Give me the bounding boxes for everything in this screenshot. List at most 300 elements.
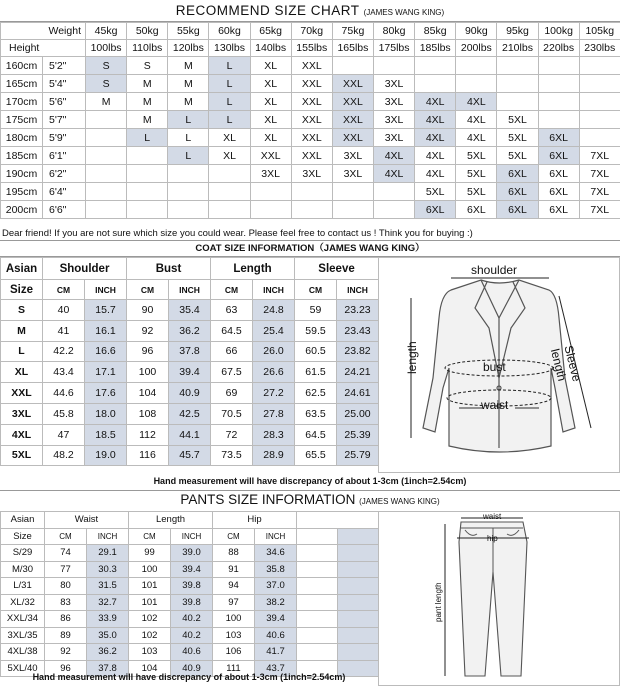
measure-cell: 16.1 [85, 320, 127, 341]
inch-header: INCH [171, 528, 213, 545]
measure-cell: 108 [127, 403, 169, 424]
measure-cell: 26.6 [253, 362, 295, 383]
size-cell: L [209, 75, 250, 93]
height-cm-cell: 165cm [1, 75, 43, 93]
size-cell [209, 201, 250, 219]
size-cell: L [168, 129, 209, 147]
pants-size-table [0, 511, 379, 677]
size-cell [86, 129, 127, 147]
size-cell [86, 111, 127, 129]
measure-cell: 83 [45, 594, 87, 611]
measure-cell: 29.1 [87, 545, 129, 562]
inch-header: INCH [255, 528, 297, 545]
size-cell: L [209, 57, 250, 75]
weight-lbs-cell: 210lbs [497, 40, 538, 57]
measure-cell: 34.6 [255, 545, 297, 562]
measure-cell: 96 [45, 660, 87, 677]
inch-header: INCH [253, 280, 295, 300]
measure-cell: 23.43 [337, 320, 379, 341]
size-cell [579, 75, 620, 93]
coat-size-row [1, 403, 379, 424]
measure-cell: 36.2 [169, 320, 211, 341]
size-label-cell: S/29 [1, 545, 45, 562]
height-row [1, 111, 620, 129]
size-cell: 6XL [538, 165, 579, 183]
measure-cell: 90 [127, 300, 169, 321]
weight-lbs-row [1, 40, 620, 57]
recommend-size-table [0, 22, 620, 219]
measure-cell: 39.4 [169, 362, 211, 383]
measure-cell: 37.8 [169, 341, 211, 362]
size-cell: 6XL [415, 201, 456, 219]
size-label-cell: L [1, 341, 43, 362]
height-row [1, 147, 620, 165]
size-cell: L [209, 93, 250, 111]
weight-header: Weight [1, 23, 86, 40]
measure-cell: 40.6 [171, 644, 213, 661]
size-cell [538, 57, 579, 75]
measure-cell: 91 [213, 561, 255, 578]
size-header: Size [1, 280, 43, 300]
measure-cell: 43.4 [43, 362, 85, 383]
empty-cell [338, 611, 379, 628]
size-cell: 4XL [415, 111, 456, 129]
size-cell [373, 183, 414, 201]
size-cell: M [168, 93, 209, 111]
measure-cell: 40.2 [171, 611, 213, 628]
size-cell [86, 147, 127, 165]
size-cell: 3XL [291, 165, 332, 183]
measure-cell: 23.82 [337, 341, 379, 362]
size-cell: 5XL [497, 147, 538, 165]
cm-header: CM [45, 528, 87, 545]
size-cell [250, 183, 291, 201]
weight-kg-cell: 80kg [373, 23, 414, 40]
measure-cell: 17.1 [85, 362, 127, 383]
size-label-cell: XXL [1, 383, 43, 404]
size-cell [86, 201, 127, 219]
height-ft-cell: 5'6" [43, 93, 86, 111]
size-cell [579, 93, 620, 111]
size-cell [579, 57, 620, 75]
height-ft-cell: 6'1" [43, 147, 86, 165]
empty-cell [297, 611, 338, 628]
size-cell: XL [250, 111, 291, 129]
size-cell: 6XL [497, 183, 538, 201]
size-cell: 4XL [415, 147, 456, 165]
measure-cell: 63 [211, 300, 253, 321]
size-cell: S [86, 57, 127, 75]
pants-size-row [1, 627, 379, 644]
coat-waist-label: waist [481, 398, 508, 412]
measure-cell: 69 [211, 383, 253, 404]
measure-cell: 67.5 [211, 362, 253, 383]
empty-cell [338, 578, 379, 595]
contact-note: Dear friend! If you are not sure which size you could wear. Please feel free to contact us ! Think you for buying :) [2, 227, 618, 240]
measure-cell: 39.8 [171, 578, 213, 595]
coat-size-row [1, 424, 379, 445]
size-cell [415, 75, 456, 93]
weight-lbs-cell: 200lbs [456, 40, 497, 57]
height-ft-cell: 6'6" [43, 201, 86, 219]
size-cell: L [209, 111, 250, 129]
weight-kg-cell: 55kg [168, 23, 209, 40]
coat-measurement-note: Hand measurement will have discrepancy of about 1-3cm (1inch=2.54cm) [0, 474, 620, 488]
measure-cell: 27.2 [253, 383, 295, 404]
measure-cell: 59.5 [295, 320, 337, 341]
size-cell: M [168, 57, 209, 75]
empty-cell [297, 545, 338, 562]
measure-cell: 16.6 [85, 341, 127, 362]
coat-size-row [1, 341, 379, 362]
coat-size-row [1, 320, 379, 341]
size-cell: 3XL [332, 147, 373, 165]
measure-cell: 31.5 [87, 578, 129, 595]
coat-shoulder-label: shoulder [471, 263, 517, 277]
measure-cell: 45.7 [169, 445, 211, 466]
measure-header: Waist [45, 512, 129, 529]
measure-cell: 18.0 [85, 403, 127, 424]
asian-header: Asian [1, 512, 45, 529]
recommend-title: RECOMMEND SIZE CHART (JAMES WANG KING) [0, 0, 620, 22]
empty-cell [297, 512, 379, 529]
size-cell: 6XL [497, 165, 538, 183]
size-cell [127, 165, 168, 183]
measure-cell: 15.7 [85, 300, 127, 321]
size-cell: L [127, 129, 168, 147]
pants-size-row [1, 561, 379, 578]
size-cell: L [168, 111, 209, 129]
measure-cell: 62.5 [295, 383, 337, 404]
measure-cell: 35.8 [255, 561, 297, 578]
measure-cell: 40.2 [171, 627, 213, 644]
measure-cell: 28.9 [253, 445, 295, 466]
size-cell [579, 111, 620, 129]
empty-cell [297, 644, 338, 661]
coat-bust-label: bust [483, 360, 506, 374]
empty-cell [297, 528, 338, 545]
height-ft-cell: 5'4" [43, 75, 86, 93]
weight-lbs-cell: 220lbs [538, 40, 579, 57]
size-label-cell: L/31 [1, 578, 45, 595]
size-cell [332, 183, 373, 201]
size-cell: 5XL [497, 129, 538, 147]
measure-cell: 48.2 [43, 445, 85, 466]
measure-cell: 111 [213, 660, 255, 677]
inch-header: INCH [337, 280, 379, 300]
measure-cell: 43.7 [255, 660, 297, 677]
size-label-cell: XL [1, 362, 43, 383]
size-cell: 5XL [456, 183, 497, 201]
pants-waist-label: waist [483, 512, 501, 521]
measure-cell: 100 [127, 362, 169, 383]
size-header: Size [1, 528, 45, 545]
empty-cell [338, 561, 379, 578]
measure-cell: 116 [127, 445, 169, 466]
height-row [1, 201, 620, 219]
measure-cell: 94 [213, 578, 255, 595]
weight-kg-cell: 95kg [497, 23, 538, 40]
size-cell [209, 183, 250, 201]
size-cell [291, 201, 332, 219]
asian-header: Asian [1, 258, 43, 280]
size-label-cell: S [1, 300, 43, 321]
size-cell: M [127, 111, 168, 129]
pants-size-row [1, 644, 379, 661]
measure-cell: 74 [45, 545, 87, 562]
measure-cell: 60.5 [295, 341, 337, 362]
size-label-cell: 4XL [1, 424, 43, 445]
measure-cell: 25.79 [337, 445, 379, 466]
size-cell [538, 111, 579, 129]
measure-cell: 101 [129, 594, 171, 611]
coat-size-row [1, 300, 379, 321]
size-cell [127, 183, 168, 201]
measure-cell: 36.2 [87, 644, 129, 661]
coat-sleeve-label: Sleeve length [548, 344, 586, 393]
size-cell: 3XL [373, 75, 414, 93]
height-cm-cell: 200cm [1, 201, 43, 219]
coat-length-label: length [405, 341, 419, 374]
height-row [1, 93, 620, 111]
height-cm-cell: 185cm [1, 147, 43, 165]
measure-cell: 92 [127, 320, 169, 341]
size-cell: XXL [332, 93, 373, 111]
size-cell [168, 183, 209, 201]
size-cell: 6XL [538, 147, 579, 165]
size-cell: XXL [332, 111, 373, 129]
size-cell: XXL [332, 129, 373, 147]
measure-cell: 102 [129, 611, 171, 628]
pants-unit-row [1, 528, 379, 545]
height-ft-cell: 5'9" [43, 129, 86, 147]
measure-cell: 102 [129, 627, 171, 644]
weight-kg-cell: 90kg [456, 23, 497, 40]
empty-cell [297, 627, 338, 644]
weight-lbs-cell: 100lbs [86, 40, 127, 57]
measure-cell: 24.8 [253, 300, 295, 321]
coat-title: COAT SIZE INFORMATION（JAMES WANG KING） [0, 240, 620, 257]
measure-cell: 39.4 [171, 561, 213, 578]
size-cell: XL [209, 147, 250, 165]
empty-cell [297, 594, 338, 611]
measure-cell: 104 [129, 660, 171, 677]
pants-length-label: pant length [434, 582, 443, 622]
pants-size-row [1, 578, 379, 595]
measure-cell: 27.8 [253, 403, 295, 424]
height-row [1, 165, 620, 183]
measure-cell: 99 [129, 545, 171, 562]
measure-cell: 61.5 [295, 362, 337, 383]
measure-cell: 30.3 [87, 561, 129, 578]
size-cell [250, 201, 291, 219]
size-cell: 4XL [456, 111, 497, 129]
measure-cell: 96 [127, 341, 169, 362]
pants-title: PANTS SIZE INFORMATION (JAMES WANG KING) [0, 490, 620, 511]
inch-header: INCH [169, 280, 211, 300]
coat-size-row [1, 362, 379, 383]
measure-cell: 28.3 [253, 424, 295, 445]
size-cell: 5XL [456, 165, 497, 183]
size-cell: 4XL [415, 165, 456, 183]
measure-cell: 25.4 [253, 320, 295, 341]
measure-cell: 101 [129, 578, 171, 595]
size-label-cell: 5XL [1, 445, 43, 466]
size-label-cell: 4XL/38 [1, 644, 45, 661]
coat-size-row [1, 383, 379, 404]
height-cm-cell: 180cm [1, 129, 43, 147]
size-cell [86, 183, 127, 201]
empty-cell [338, 545, 379, 562]
weight-kg-cell: 60kg [209, 23, 250, 40]
measure-cell: 19.0 [85, 445, 127, 466]
size-cell: XXL [291, 75, 332, 93]
coat-diagram-panel [378, 257, 620, 473]
cm-header: CM [129, 528, 171, 545]
size-cell [456, 75, 497, 93]
height-cm-cell: 170cm [1, 93, 43, 111]
height-ft-cell: 6'2" [43, 165, 86, 183]
measure-cell: 37.0 [255, 578, 297, 595]
size-cell: 3XL [332, 165, 373, 183]
size-cell: 4XL [415, 93, 456, 111]
measure-cell: 63.5 [295, 403, 337, 424]
coat-size-table [0, 257, 379, 466]
size-cell: M [127, 75, 168, 93]
pants-hip-label: hip [487, 534, 498, 543]
measure-cell: 41.7 [255, 644, 297, 661]
cm-header: CM [211, 280, 253, 300]
inch-header: INCH [87, 528, 129, 545]
size-label-cell: XXL/34 [1, 611, 45, 628]
measure-cell: 40.9 [169, 383, 211, 404]
measure-cell: 42.2 [43, 341, 85, 362]
coat-group-row [1, 258, 379, 280]
measure-cell: 104 [127, 383, 169, 404]
size-cell: XXL [291, 57, 332, 75]
size-cell: 5XL [415, 183, 456, 201]
size-cell [497, 75, 538, 93]
size-cell [538, 93, 579, 111]
size-cell: S [86, 75, 127, 93]
measure-cell: 59 [295, 300, 337, 321]
empty-cell [338, 644, 379, 661]
size-label-cell: 5XL/40 [1, 660, 45, 677]
size-label-cell: XL/32 [1, 594, 45, 611]
size-cell: XXL [291, 129, 332, 147]
size-cell [86, 165, 127, 183]
measure-cell: 44.6 [43, 383, 85, 404]
size-cell: S [127, 57, 168, 75]
weight-lbs-cell: 165lbs [332, 40, 373, 57]
size-cell: M [127, 93, 168, 111]
size-cell: 6XL [497, 201, 538, 219]
size-cell: 3XL [373, 111, 414, 129]
measure-cell: 64.5 [211, 320, 253, 341]
size-cell: 3XL [250, 165, 291, 183]
measure-cell: 44.1 [169, 424, 211, 445]
weight-lbs-cell: 175lbs [373, 40, 414, 57]
size-cell [538, 75, 579, 93]
measure-cell: 89 [45, 627, 87, 644]
size-cell [168, 201, 209, 219]
measure-cell: 32.7 [87, 594, 129, 611]
size-cell: 4XL [456, 93, 497, 111]
size-cell [373, 201, 414, 219]
measure-cell: 88 [213, 545, 255, 562]
weight-kg-cell: 45kg [86, 23, 127, 40]
measure-cell: 37.8 [87, 660, 129, 677]
weight-kg-cell: 70kg [291, 23, 332, 40]
size-cell: XXL [291, 147, 332, 165]
size-cell: L [168, 147, 209, 165]
pants-group-row [1, 512, 379, 529]
measure-cell: 106 [213, 644, 255, 661]
weight-kg-cell: 85kg [415, 23, 456, 40]
weight-lbs-cell: 230lbs [579, 40, 620, 57]
measure-header: Hip [213, 512, 297, 529]
size-cell: 6XL [538, 201, 579, 219]
size-cell: XL [250, 75, 291, 93]
measure-cell: 80 [45, 578, 87, 595]
measure-cell: 42.5 [169, 403, 211, 424]
height-ft-cell: 6'4" [43, 183, 86, 201]
size-cell: XXL [250, 147, 291, 165]
height-ft-cell: 5'7" [43, 111, 86, 129]
pants-size-row [1, 594, 379, 611]
empty-cell [297, 578, 338, 595]
measure-cell: 24.21 [337, 362, 379, 383]
size-label-cell: M/30 [1, 561, 45, 578]
size-cell: 7XL [579, 147, 620, 165]
pants-diagram [379, 512, 619, 685]
measure-cell: 103 [213, 627, 255, 644]
weight-kg-cell: 105kg [579, 23, 620, 40]
measure-cell: 33.9 [87, 611, 129, 628]
height-row [1, 183, 620, 201]
height-row [1, 129, 620, 147]
measure-header: Shoulder [43, 258, 127, 280]
size-cell [497, 93, 538, 111]
pants-size-row [1, 611, 379, 628]
size-cell [332, 201, 373, 219]
size-cell [127, 201, 168, 219]
cm-header: CM [43, 280, 85, 300]
size-cell: M [86, 93, 127, 111]
size-cell: XL [250, 93, 291, 111]
weight-lbs-cell: 110lbs [127, 40, 168, 57]
measure-cell: 23.23 [337, 300, 379, 321]
measure-cell: 24.61 [337, 383, 379, 404]
weight-lbs-cell: 120lbs [168, 40, 209, 57]
cm-header: CM [127, 280, 169, 300]
measure-header: Bust [127, 258, 211, 280]
size-cell [456, 57, 497, 75]
measure-cell: 39.8 [171, 594, 213, 611]
empty-cell [338, 627, 379, 644]
pants-measurement-note: Hand measurement will have discrepancy of about 1-3cm (1inch=2.54cm) [0, 670, 378, 684]
measure-cell: 64.5 [295, 424, 337, 445]
size-cell: 7XL [579, 201, 620, 219]
weight-lbs-cell: 155lbs [291, 40, 332, 57]
size-cell: XL [250, 57, 291, 75]
measure-cell: 97 [213, 594, 255, 611]
measure-cell: 39.4 [255, 611, 297, 628]
size-cell [209, 165, 250, 183]
pants-size-row [1, 545, 379, 562]
measure-cell: 92 [45, 644, 87, 661]
weight-kg-cell: 100kg [538, 23, 579, 40]
